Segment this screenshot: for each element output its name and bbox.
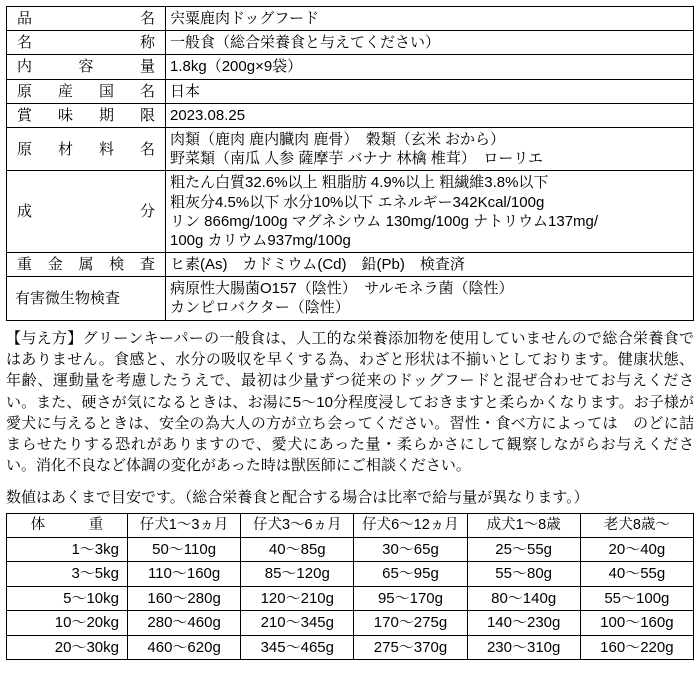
row-value-net-weight: 1.8kg（200g×9袋）: [166, 55, 694, 79]
table-row-category: [7, 31, 694, 55]
label-char: 名: [139, 140, 155, 158]
cell-amount: 110～160g: [128, 562, 241, 587]
column-header-weight: 体 重: [7, 513, 128, 537]
ingredients-line: 肉類（鹿肉 鹿内臓肉 鹿骨） 穀類（玄米 おから）: [170, 130, 506, 148]
table-row-net-weight: [7, 55, 694, 79]
label-char: 検: [109, 256, 125, 274]
row-label-category: [7, 31, 166, 55]
ingredients-line: 野菜類（南瓜 人参 薩摩芋 バナナ 林檎 椎茸） ローリエ: [170, 150, 544, 168]
table-row: [7, 586, 694, 611]
feeding-instructions: 【与え方】グリーンキーパーの一般食は、人工的な栄養添加物を使用していませんので総合栄養食ではありません。食感と、水分の吸収を早くする為、わざと形状は不揃いとしております。健康状態、年齢、運動量を考慮したうえで、最初は少量ずつ従来のドッグフードと混ぜ合わせてお与えください。また、硬さが気になるときは、お湯に5～10分程度浸しておきますと柔らかくなります。お子様が愛犬に与えるときは、安全の為大人の方が立ち会ってください。習性・食べ方によっては のどに詰まらせたりする恐れがありますので、愛犬にあった量・柔らかさにして観察しながらお与えください。消化不良など体調の変化があった時は獣医師にご相談ください。: [6, 329, 694, 475]
row-label-product-name: [7, 7, 166, 31]
label-char: 成: [17, 203, 33, 221]
label-char: 名: [17, 34, 33, 52]
feeding-amount-table: [6, 513, 694, 660]
microbe-test-line: カンピロバクター（陰性）: [170, 299, 350, 317]
label-char: 属: [78, 256, 94, 274]
cell-amount: 210～345g: [241, 611, 354, 636]
row-label-origin: [7, 79, 166, 103]
row-value-origin: 日本: [166, 79, 694, 103]
column-header-adult-1-8y: 成犬1～8歳: [467, 513, 580, 537]
cell-amount: 140～230g: [467, 611, 580, 636]
cell-amount: 65～95g: [354, 562, 467, 587]
table-row: [7, 537, 694, 562]
cell-amount: 345～465g: [241, 635, 354, 660]
label-char: 国: [98, 82, 114, 100]
table-row-heavy-metal-test: [7, 253, 694, 277]
cell-amount: 85～120g: [241, 562, 354, 587]
cell-amount: 120～210g: [241, 586, 354, 611]
cell-amount: 20～40g: [580, 537, 693, 562]
row-label-heavy-metal-test: [7, 253, 166, 277]
column-header-puppy-3-6m: 仔犬3～6ヵ月: [241, 513, 354, 537]
cell-amount: 95～170g: [354, 586, 467, 611]
composition-line: リン 866mg/100g マグネシウム 130mg/100g ナトリウム137mg/: [170, 212, 599, 230]
amount-note: 数値はあくまで目安です。（総合栄養食と配合する場合は比率で給与量が異なります。）: [6, 488, 589, 506]
label-char: 味: [57, 106, 73, 124]
row-label-best-before: [7, 103, 166, 127]
label-char: 重: [17, 256, 33, 274]
row-value-microbe-test: [166, 277, 694, 320]
row-value-category: 一般食（総合栄養食と与えてください）: [166, 31, 694, 55]
label-char: 材: [57, 140, 73, 158]
row-label-net-weight: [7, 55, 166, 79]
composition-line: 100g カリウム937mg/100g: [170, 231, 351, 249]
label-char: 名: [139, 10, 155, 27]
label-char: 内: [17, 58, 33, 76]
cell-amount: 280～460g: [128, 611, 241, 636]
label-char: 産: [57, 82, 73, 100]
row-value-product-name: 宍粟鹿肉ドッグフード: [166, 7, 694, 31]
label-char: 賞: [17, 106, 33, 124]
specification-table: [6, 6, 694, 321]
cell-amount: 100～160g: [580, 611, 693, 636]
row-value-ingredients: [166, 127, 694, 170]
cell-amount: 30～65g: [354, 537, 467, 562]
label-char: 有害微生物検査: [15, 289, 121, 307]
label-char: 量: [139, 58, 155, 76]
cell-weight: 1～3kg: [7, 537, 128, 562]
cell-amount: 170～275g: [354, 611, 467, 636]
label-char: 名: [139, 82, 155, 100]
label-char: 分: [139, 203, 155, 221]
cell-amount: 40～55g: [580, 562, 693, 587]
label-char: 原: [17, 82, 33, 100]
label-char: 容: [78, 58, 94, 76]
cell-amount: 230～310g: [467, 635, 580, 660]
row-value-best-before: 2023.08.25: [166, 103, 694, 127]
cell-amount: 25～55g: [467, 537, 580, 562]
row-label-ingredients: [7, 127, 166, 170]
column-header-puppy-1-3m: 仔犬1～3ヵ月: [128, 513, 241, 537]
cell-weight: 20～30kg: [7, 635, 128, 660]
table-row-composition: [7, 171, 694, 253]
table-row-best-before: [7, 103, 694, 127]
label-char: 品: [17, 10, 33, 27]
label-char: 査: [139, 256, 155, 274]
label-char: 金: [47, 256, 63, 274]
table-header-row: [7, 513, 694, 537]
cell-amount: 40～85g: [241, 537, 354, 562]
cell-amount: 275～370g: [354, 635, 467, 660]
composition-line: 粗灰分4.5%以下 水分10%以下 エネルギー342Kcal/100g: [170, 193, 545, 211]
cell-amount: 55～100g: [580, 586, 693, 611]
cell-amount: 55～80g: [467, 562, 580, 587]
label-char: 期: [98, 106, 114, 124]
table-row-origin: [7, 79, 694, 103]
cell-weight: 3～5kg: [7, 562, 128, 587]
column-header-senior-8y: 老犬8歳～: [580, 513, 693, 537]
table-row: [7, 562, 694, 587]
table-row-product-name: [7, 7, 694, 31]
cell-weight: 5～10kg: [7, 586, 128, 611]
row-value-heavy-metal-test: ヒ素(As) カドミウム(Cd) 鉛(Pb) 検査済: [166, 253, 694, 277]
composition-line: 粗たん白質32.6%以上 粗脂肪 4.9%以上 粗繊維3.8%以下: [170, 174, 549, 192]
cell-amount: 80～140g: [467, 586, 580, 611]
microbe-test-line: 病原性大腸菌O157（陰性） サルモネラ菌（陰性）: [170, 280, 514, 298]
label-char: 原: [17, 140, 33, 158]
row-value-composition: [166, 171, 694, 253]
table-row-ingredients: [7, 127, 694, 170]
table-row-microbe-test: [7, 277, 694, 320]
table-row: [7, 635, 694, 660]
label-char: 称: [139, 34, 155, 52]
cell-amount: 460～620g: [128, 635, 241, 660]
row-label-composition: [7, 171, 166, 253]
cell-amount: 50～110g: [128, 537, 241, 562]
cell-amount: 160～220g: [580, 635, 693, 660]
label-char: 限: [139, 106, 155, 124]
table-row: [7, 611, 694, 636]
row-label-microbe-test: [7, 277, 166, 320]
cell-amount: 160～280g: [128, 586, 241, 611]
cell-weight: 10～20kg: [7, 611, 128, 636]
label-char: 料: [98, 140, 114, 158]
column-header-puppy-6-12m: 仔犬6～12ヵ月: [354, 513, 467, 537]
